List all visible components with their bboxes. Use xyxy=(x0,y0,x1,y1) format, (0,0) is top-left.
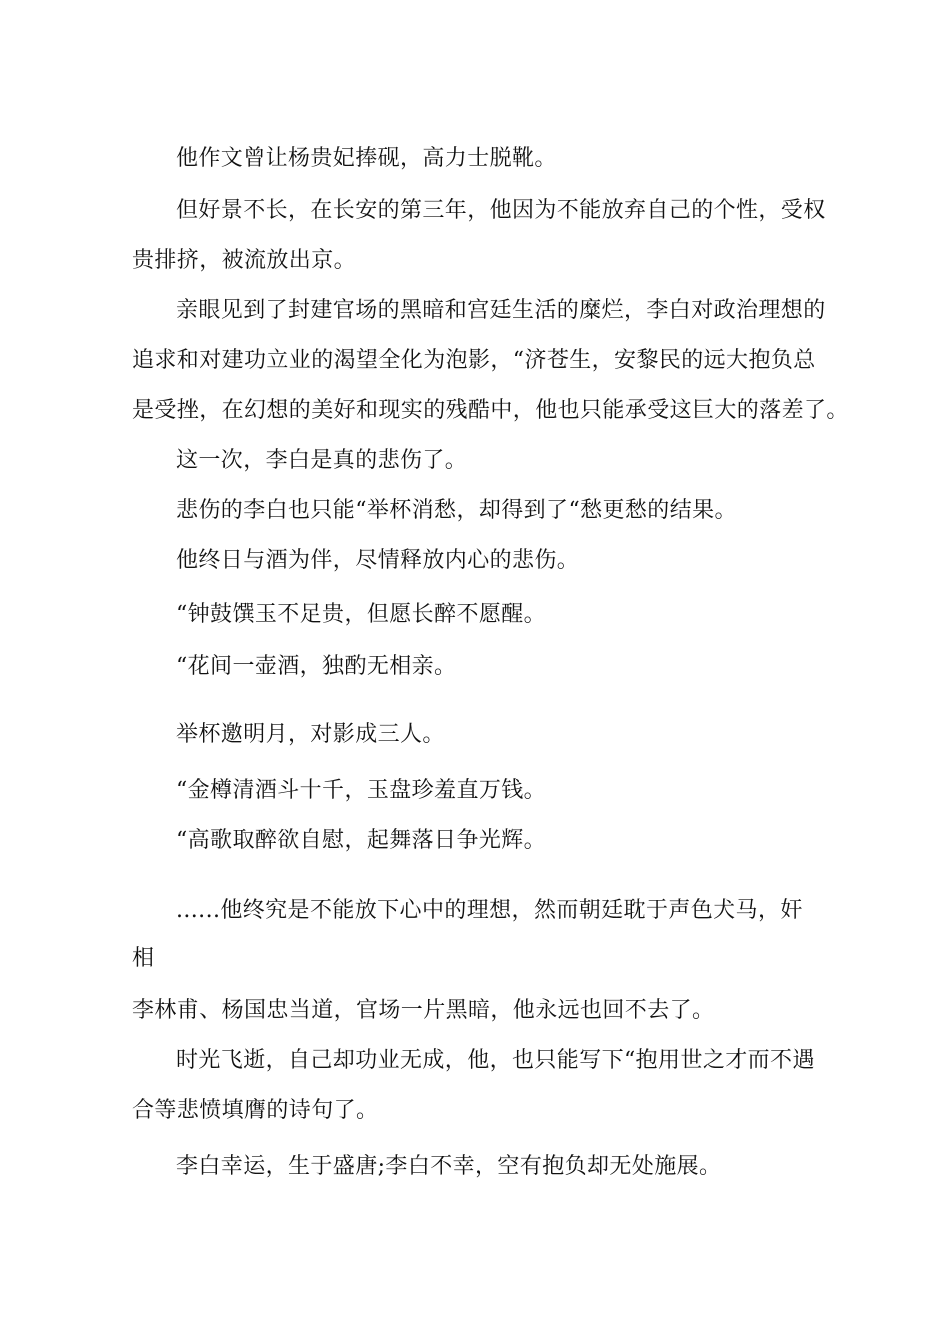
paragraph-line: ......他终究是不能放下心中的理想，然而朝廷耽于声色犬马，奸 xyxy=(176,898,803,923)
paragraph-line: 亲眼见到了封建官场的黑暗和宫廷生活的糜烂，李白对政治理想的 xyxy=(176,298,826,323)
paragraph-line: 追求和对建功立业的渴望全化为泡影，“济苍生，安黎民的远大抱负总 xyxy=(132,348,816,373)
poem-line: “高歌取醉欲自慰，起舞落日争光辉。 xyxy=(176,828,547,853)
paragraph-line: 时光飞逝，自己却功业无成，他，也只能写下“抱用世之才而不遇 xyxy=(176,1048,815,1073)
paragraph-line: 悲伤的李白也只能“举杯消愁，却得到了“愁更愁的结果。 xyxy=(176,498,737,523)
paragraph-line: 他终日与酒为伴，尽情释放内心的悲伤。 xyxy=(176,548,580,573)
paragraph-line: 李林甫、杨国忠当道，官场一片黑暗，他永远也回不去了。 xyxy=(132,998,715,1023)
paragraph-line: 合等悲愤填膺的诗句了。 xyxy=(132,1098,379,1123)
poem-line: “钟鼓馔玉不足贵，但愿长醉不愿醒。 xyxy=(176,602,547,627)
paragraph-line: 他作文曾让杨贵妃捧砚，高力士脱靴。 xyxy=(176,146,557,171)
paragraph-line: 这一次，李白是真的悲伤了。 xyxy=(176,448,468,473)
poem-line: “金樽清酒斗十千，玉盘珍羞直万钱。 xyxy=(176,778,547,803)
paragraph-line: 贵排挤，被流放出京。 xyxy=(132,248,357,273)
paragraph-line: 李白幸运，生于盛唐;李白不幸，空有抱负却无处施展。 xyxy=(176,1154,722,1179)
poem-line: 举杯邀明月，对影成三人。 xyxy=(176,722,445,747)
paragraph-line: 相 xyxy=(132,946,155,971)
poem-line: “花间一壶酒，独酌无相亲。 xyxy=(176,654,457,679)
paragraph-line: 但好景不长，在长安的第三年，他因为不能放弃自己的个性，受权 xyxy=(176,198,826,223)
paragraph-line: 是受挫，在幻想的美好和现实的残酷中，他也只能承受这巨大的落差了。 xyxy=(132,398,849,423)
